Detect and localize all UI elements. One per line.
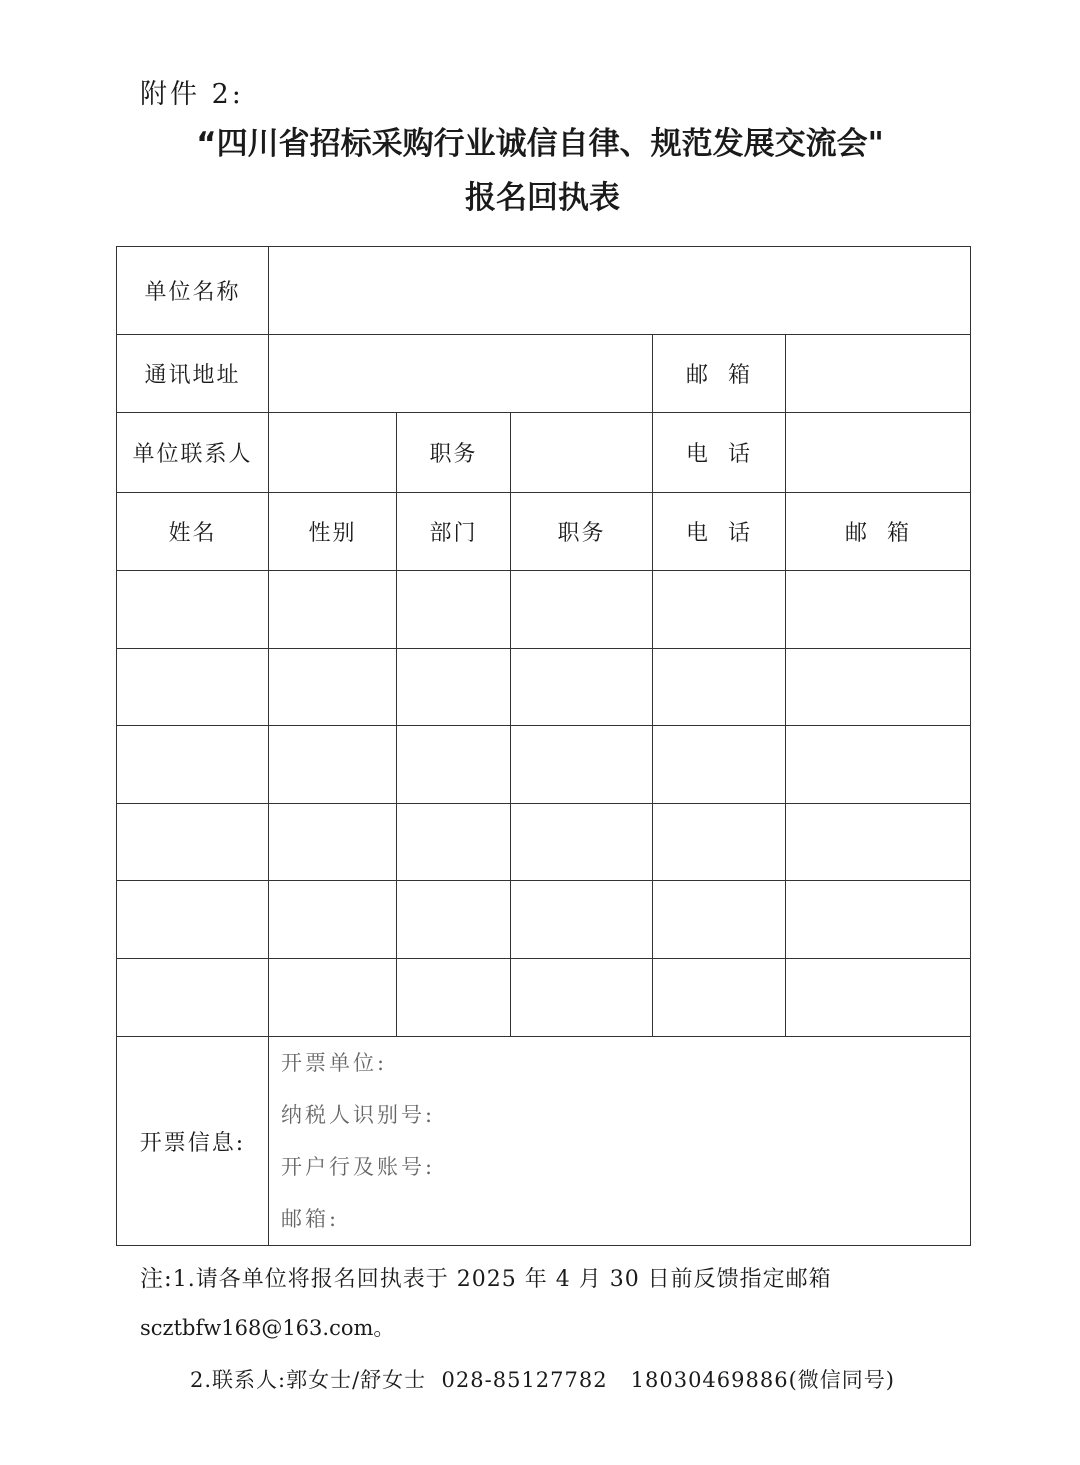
contact-row <box>117 413 971 493</box>
attendee-cell[interactable] <box>397 804 511 881</box>
attendee-header-row <box>117 493 971 571</box>
position-field[interactable] <box>511 413 653 493</box>
invoice-field[interactable] <box>269 1037 971 1246</box>
attendee-cell[interactable] <box>511 726 653 804</box>
attendee-cell[interactable] <box>269 571 397 649</box>
attendee-cell[interactable] <box>269 649 397 726</box>
column-header-phone: 电 话 <box>653 493 786 571</box>
column-header-position: 职务 <box>511 493 653 571</box>
phone-label: 电 话 <box>653 413 786 493</box>
attendee-cell[interactable] <box>653 804 786 881</box>
attendee-cell[interactable] <box>117 804 269 881</box>
attendee-row <box>117 571 971 649</box>
registration-form-table <box>116 246 971 1246</box>
invoice-taxpayer-id-label: 纳税人识别号: <box>281 1103 436 1127</box>
invoice-email-label: 邮箱: <box>281 1207 340 1231</box>
position-label: 职务 <box>397 413 511 493</box>
unit-name-label: 单位名称 <box>117 247 269 335</box>
attendee-cell[interactable] <box>269 881 397 959</box>
invoice-company-label: 开票单位: <box>281 1051 388 1075</box>
attendee-cell[interactable] <box>511 959 653 1037</box>
attendee-row <box>117 881 971 959</box>
attendee-cell[interactable] <box>653 571 786 649</box>
invoice-row <box>117 1037 971 1246</box>
invoice-label: 开票信息: <box>117 1037 269 1246</box>
form-title: “四川省招标采购行业诚信自律、规范发展交流会" <box>196 126 884 162</box>
attendee-cell[interactable] <box>511 804 653 881</box>
email-label: 邮 箱 <box>653 335 786 413</box>
note-prefix: 注: <box>140 1266 173 1292</box>
attendee-cell[interactable] <box>397 571 511 649</box>
attendee-cell[interactable] <box>511 881 653 959</box>
attendee-row <box>117 649 971 726</box>
attendee-cell[interactable] <box>117 881 269 959</box>
attendee-row <box>117 726 971 804</box>
attendee-cell[interactable] <box>786 881 971 959</box>
attendee-cell[interactable] <box>653 959 786 1037</box>
attendee-cell[interactable] <box>653 881 786 959</box>
form-subtitle: 报名回执表 <box>465 180 620 216</box>
attendee-cell[interactable] <box>397 726 511 804</box>
attendee-cell[interactable] <box>269 804 397 881</box>
attendee-cell[interactable] <box>397 959 511 1037</box>
attendee-cell[interactable] <box>511 649 653 726</box>
address-field[interactable] <box>269 335 653 413</box>
attendee-cell[interactable] <box>117 649 269 726</box>
attendee-cell[interactable] <box>117 571 269 649</box>
attendee-cell[interactable] <box>269 959 397 1037</box>
attendee-cell[interactable] <box>269 726 397 804</box>
annex-label: 附件 2: <box>140 79 244 110</box>
invoice-bank-account-label: 开户行及账号: <box>281 1155 436 1179</box>
column-header-email: 邮 箱 <box>786 493 971 571</box>
attendee-cell[interactable] <box>653 649 786 726</box>
column-header-name: 姓名 <box>117 493 269 571</box>
note-deadline-text: 1.请各单位将报名回执表于 2025 年 4 月 30 日前反馈指定邮箱 <box>172 1267 832 1292</box>
phone-field[interactable] <box>786 413 971 493</box>
attendee-cell[interactable] <box>397 881 511 959</box>
contact-field[interactable] <box>269 413 397 493</box>
address-row <box>117 335 971 413</box>
note-line-1 <box>140 1260 832 1293</box>
attendee-cell[interactable] <box>117 726 269 804</box>
column-header-gender: 性别 <box>269 493 397 571</box>
attendee-cell[interactable] <box>786 649 971 726</box>
contact-label: 单位联系人 <box>117 413 269 493</box>
email-field[interactable] <box>786 335 971 413</box>
address-label: 通讯地址 <box>117 335 269 413</box>
unit-name-row <box>117 247 971 335</box>
attendee-row <box>117 959 971 1037</box>
column-header-department: 部门 <box>397 493 511 571</box>
attendee-cell[interactable] <box>511 571 653 649</box>
attendee-cell[interactable] <box>117 959 269 1037</box>
attendee-cell[interactable] <box>653 726 786 804</box>
attendee-row <box>117 804 971 881</box>
attendee-cell[interactable] <box>786 571 971 649</box>
note-email-address: scztbfw168@163.com。 <box>140 1316 395 1340</box>
attendee-cell[interactable] <box>786 959 971 1037</box>
unit-name-field[interactable] <box>269 247 971 335</box>
attendee-cell[interactable] <box>786 726 971 804</box>
attendee-cell[interactable] <box>397 649 511 726</box>
attendee-cell[interactable] <box>786 804 971 881</box>
note-contact-info: 2.联系人:郭女士/舒女士 028-85127782 18030469886(微信同号) <box>190 1368 895 1392</box>
